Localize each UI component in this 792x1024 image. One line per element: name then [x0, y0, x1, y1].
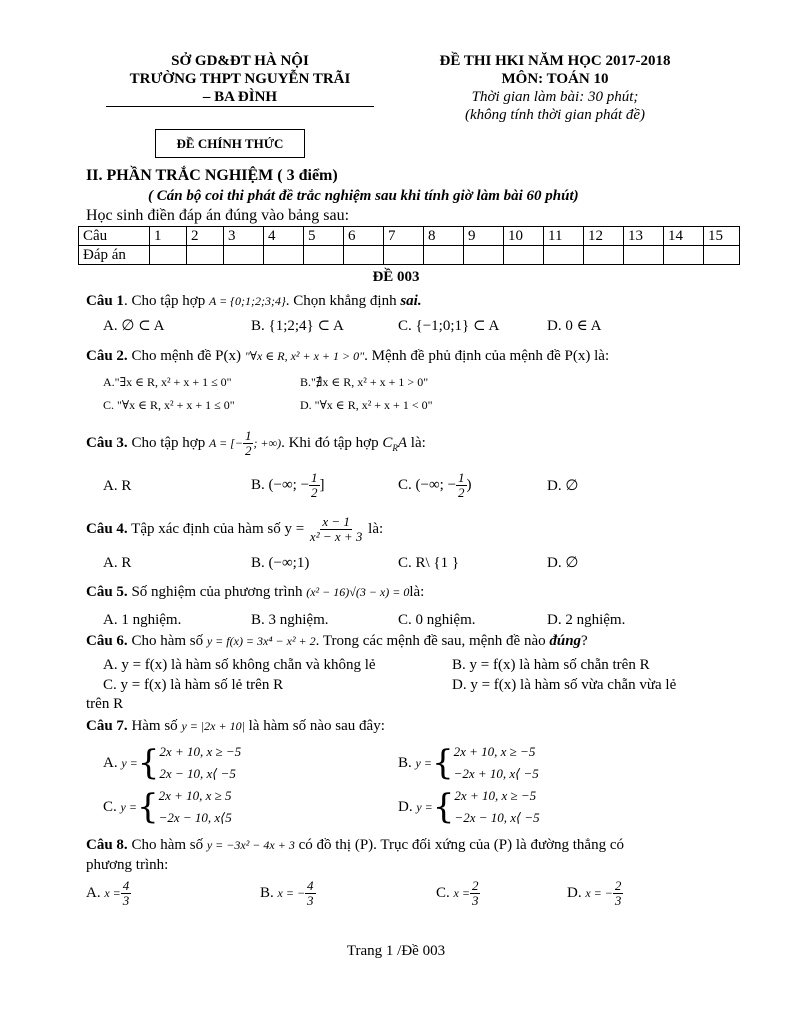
option-label: D. [567, 885, 582, 901]
numerator: 1 [244, 428, 252, 444]
brace-icon: { [431, 743, 454, 783]
answer-cell[interactable] [464, 246, 504, 265]
case-row: −2x + 10, x⟨ −5 [453, 766, 539, 781]
option-c[interactable]: C. {−1;0;1} ⊂ A [398, 318, 500, 334]
option-b[interactable] [398, 741, 539, 785]
option-b[interactable]: B. y = f(x) là hàm số chẵn trên R [452, 657, 650, 673]
case-row: 2x + 10, x ≥ −5 [454, 788, 537, 803]
question-text: Tập xác định của hàm số y = [127, 521, 308, 537]
fraction [470, 879, 481, 908]
math-expression: A = [− [208, 436, 243, 450]
question-text: là: [409, 584, 425, 600]
math-expression: y = [120, 800, 137, 814]
piecewise [398, 741, 539, 785]
answer-cell[interactable] [224, 246, 264, 265]
case-row: 2x − 10, x⟨ −5 [159, 766, 236, 781]
piecewise-rows [454, 785, 539, 829]
denominator: 3 [471, 893, 479, 909]
option-label: A. [86, 885, 101, 901]
question-text: Cho hàm số [127, 837, 207, 853]
answer-cell[interactable] [664, 246, 704, 265]
math-expression: C [382, 435, 393, 451]
question-text: ? [581, 633, 588, 649]
table-cell: 4 [264, 227, 304, 246]
question-text: . Cho tập hợp [123, 293, 209, 309]
question-label: Câu 4. [86, 521, 128, 537]
table-row [79, 227, 740, 246]
numerator: 1 [311, 470, 318, 486]
question-text: . Trong các mệnh đề sau, mệnh đề nào [315, 633, 550, 649]
answer-cell[interactable] [584, 246, 624, 265]
emphasis-text: đúng [549, 633, 582, 649]
answer-cell[interactable] [187, 246, 224, 265]
case-row: 2x + 10, x ≥ −5 [159, 744, 242, 759]
math-expression: ; +∞) [253, 436, 282, 450]
question-4 [86, 514, 383, 544]
question-text: . Khi đó tập hợp [281, 435, 383, 451]
case-row: −2x − 10, x⟨5 [158, 810, 232, 825]
option-label: B. [398, 755, 412, 771]
option-b[interactable]: B. (−∞;1) [251, 555, 310, 571]
department-name: SỞ GD&ĐT HÀ NỘI [171, 53, 309, 69]
math-expression: x = [104, 886, 121, 900]
table-cell: 9 [464, 227, 504, 246]
row-label: Đáp án [79, 246, 150, 265]
numerator: x − 1 [322, 514, 350, 530]
question-8-continued: phương trình: [86, 857, 169, 873]
official-badge: ĐỀ CHÍNH THỨC [155, 129, 305, 158]
fraction [613, 879, 624, 908]
fraction [243, 429, 254, 458]
answer-cell[interactable] [264, 246, 304, 265]
math-expression: A = {0;1;2;3;4} [208, 294, 286, 308]
option-a[interactable]: A."∃x ∈ R, x² + x + 1 ≤ 0" [103, 375, 232, 389]
answer-table [78, 226, 740, 265]
option-a[interactable]: A. y = f(x) là hàm số không chẵn và không lẻ [103, 657, 376, 673]
question-label: Câu 1 [86, 293, 124, 309]
option-b[interactable]: B. 3 nghiệm. [251, 612, 329, 628]
table-cell: 6 [344, 227, 384, 246]
question-5 [86, 583, 424, 601]
exam-title: ĐỀ THI HKI NĂM HỌC 2017-2018 [439, 53, 671, 69]
answer-cell[interactable] [704, 246, 740, 265]
option-c[interactable]: C. "∀x ∈ R, x² + x + 1 ≤ 0" [103, 398, 235, 412]
option-b[interactable]: B. {1;2;4} ⊂ A [251, 318, 344, 334]
answer-cell[interactable] [424, 246, 464, 265]
option-d[interactable]: D. ∅ [547, 478, 579, 494]
option-a[interactable]: A. R [103, 478, 132, 494]
math-expression: (x² − 16)√(3 − x) = 0 [306, 585, 410, 599]
table-cell: 13 [624, 227, 664, 246]
school-header [95, 52, 385, 106]
denominator: 2 [311, 485, 318, 501]
row-label: Câu [79, 227, 150, 246]
brace-icon: { [432, 787, 455, 827]
page-footer: Trang 1 /Đề 003 [346, 943, 446, 959]
exam-code: ĐỀ 003 [372, 269, 420, 285]
option-label: C. [436, 885, 450, 901]
question-label: Câu 6. [86, 633, 128, 649]
section-instruction: Học sinh điền đáp án đúng vào bảng sau: [86, 207, 350, 224]
denominator: 3 [614, 893, 622, 909]
option-d[interactable]: D. y = f(x) là hàm số vừa chẵn vừa lẻ [452, 677, 677, 693]
school-name: TRƯỜNG THPT NGUYỄN TRÃI [129, 71, 351, 87]
piecewise [103, 785, 232, 829]
question-label: Câu 2. [86, 348, 128, 364]
option-text: B. (−∞; − [251, 477, 310, 493]
math-subscript: R [392, 443, 398, 453]
option-text: ] [319, 477, 325, 493]
case-row: 2x + 10, x ≥ 5 [158, 788, 232, 803]
question-8 [86, 836, 624, 854]
table-cell: 14 [664, 227, 704, 246]
option-b[interactable]: B."∄x ∈ R, x² + x + 1 > 0" [300, 375, 429, 389]
option-c[interactable] [398, 470, 472, 500]
table-cell: 12 [584, 227, 624, 246]
option-text: ) [466, 477, 472, 493]
answer-cell[interactable] [504, 246, 544, 265]
numerator: 2 [471, 878, 479, 894]
option-b[interactable] [260, 878, 316, 908]
question-label: Câu 3. [86, 435, 128, 451]
answer-cell[interactable] [544, 246, 584, 265]
numerator: 4 [122, 878, 130, 894]
option-d[interactable]: D. 0 ∈ A [547, 318, 602, 334]
piecewise [398, 785, 540, 829]
option-text: C. (−∞; − [398, 477, 457, 493]
option-a[interactable] [103, 741, 241, 785]
question-text: là: [364, 521, 384, 537]
exam-time-note: (không tính thời gian phát đề) [464, 107, 646, 123]
fraction [456, 471, 467, 500]
option-d-continued: trên R [86, 696, 124, 712]
option-label: C. [103, 799, 117, 815]
option-d[interactable] [398, 785, 540, 829]
question-text: là hàm số nào sau đây: [244, 718, 385, 734]
table-cell: 7 [384, 227, 424, 246]
math-expression: x = − [585, 886, 613, 900]
option-c[interactable]: C. R\ {1 } [398, 555, 460, 571]
question-label: Câu 8. [86, 837, 128, 853]
denominator: 3 [122, 893, 130, 909]
denominator: 2 [244, 443, 252, 459]
math-expression: x = [453, 886, 470, 900]
answer-cell[interactable] [344, 246, 384, 265]
question-text: Cho mệnh đề P(x) [127, 348, 245, 364]
option-c[interactable]: C. y = f(x) là hàm số lẻ trên R [103, 677, 284, 693]
answer-cell[interactable] [624, 246, 664, 265]
option-c[interactable]: C. 0 nghiệm. [398, 612, 476, 628]
table-cell: 10 [504, 227, 544, 246]
district-name: – BA ĐÌNH [202, 89, 278, 105]
option-b[interactable] [251, 470, 325, 500]
section-note: ( Cán bộ coi thi phát đề trắc nghiệm sau khi tính giờ làm bài 60 phút) [148, 188, 579, 204]
case-row: 2x + 10, x ≥ −5 [453, 744, 536, 759]
option-d[interactable]: D. "∀x ∈ R, x² + x + 1 < 0" [300, 398, 433, 412]
exam-time: Thời gian làm bài: 30 phút; [471, 89, 639, 105]
table-cell: 15 [704, 227, 740, 246]
emphasis-text: sai. [400, 293, 422, 309]
table-cell: 8 [424, 227, 464, 246]
math-expression: A [397, 435, 408, 451]
math-expression: y = [415, 756, 432, 770]
table-cell: 5 [304, 227, 344, 246]
table-cell: 2 [187, 227, 224, 246]
math-expression: "∀x ∈ R, x² + x + 1 > 0" [244, 349, 365, 363]
question-text: Hàm số [127, 718, 182, 734]
option-label: B. [260, 885, 274, 901]
question-label: Câu 5. [86, 584, 128, 600]
denominator: x² − x + 3 [309, 529, 363, 545]
question-text: . Chọn khẳng định [285, 293, 401, 309]
question-text: Cho hàm số [127, 633, 207, 649]
question-6 [86, 632, 588, 650]
piecewise [103, 741, 241, 785]
question-7 [86, 717, 385, 735]
question-2 [86, 347, 609, 365]
piecewise-rows [159, 741, 241, 785]
question-label: Câu 7. [86, 718, 128, 734]
option-label: A. [103, 755, 118, 771]
option-a[interactable]: A. ∅ ⊂ A [103, 318, 165, 334]
exam-subject: MÔN: TOÁN 10 [501, 71, 609, 87]
question-3 [86, 428, 426, 463]
brace-icon: { [137, 743, 160, 783]
case-row: −2x − 10, x⟨ −5 [454, 810, 540, 825]
math-expression: y = f(x) = 3x⁴ − x² + 2 [206, 634, 316, 648]
question-text: . Mệnh đề phủ định của mệnh đề P(x) là: [364, 348, 610, 364]
denominator: 3 [307, 893, 314, 909]
piecewise-rows [159, 785, 232, 829]
math-expression: y = [121, 756, 138, 770]
question-1 [86, 292, 422, 310]
piecewise-rows [454, 741, 539, 785]
question-text: có đồ thị (P). Trục đối xứng của (P) là đường thẳng có [294, 837, 624, 853]
option-a[interactable]: A. 1 nghiệm. [103, 612, 182, 628]
table-cell: 3 [224, 227, 264, 246]
option-label: D. [398, 799, 413, 815]
fraction [121, 879, 132, 908]
brace-icon: { [136, 787, 159, 827]
question-text: Số nghiệm của phương trình [127, 584, 307, 600]
option-c[interactable] [436, 878, 480, 908]
numerator: 1 [458, 470, 465, 486]
numerator: 4 [307, 878, 314, 894]
question-text: là: [407, 435, 426, 451]
math-expression: y = [416, 800, 433, 814]
fraction [308, 515, 364, 544]
math-expression: y = |2x + 10| [181, 719, 245, 733]
option-c[interactable] [103, 785, 232, 829]
header-divider [106, 106, 374, 107]
answer-cell[interactable] [384, 246, 424, 265]
option-d[interactable] [567, 878, 623, 908]
section-title: II. PHẦN TRẮC NGHIỆM ( 3 điểm) [86, 167, 338, 184]
answer-cell[interactable] [150, 246, 187, 265]
denominator: 2 [458, 485, 465, 501]
answer-cell[interactable] [304, 246, 344, 265]
option-a[interactable] [86, 878, 131, 908]
math-expression: y = −3x² − 4x + 3 [206, 838, 295, 852]
fraction [305, 879, 316, 908]
option-d[interactable]: D. ∅ [547, 555, 579, 571]
table-cell: 1 [150, 227, 187, 246]
option-a[interactable]: A. R [103, 555, 132, 571]
exam-header [405, 52, 705, 124]
table-cell: 11 [544, 227, 584, 246]
numerator: 2 [614, 878, 622, 894]
table-row [79, 246, 740, 265]
fraction [309, 471, 320, 500]
option-d[interactable]: D. 2 nghiệm. [547, 612, 626, 628]
math-expression: x = − [277, 886, 306, 900]
question-text: Cho tập hợp [127, 435, 209, 451]
